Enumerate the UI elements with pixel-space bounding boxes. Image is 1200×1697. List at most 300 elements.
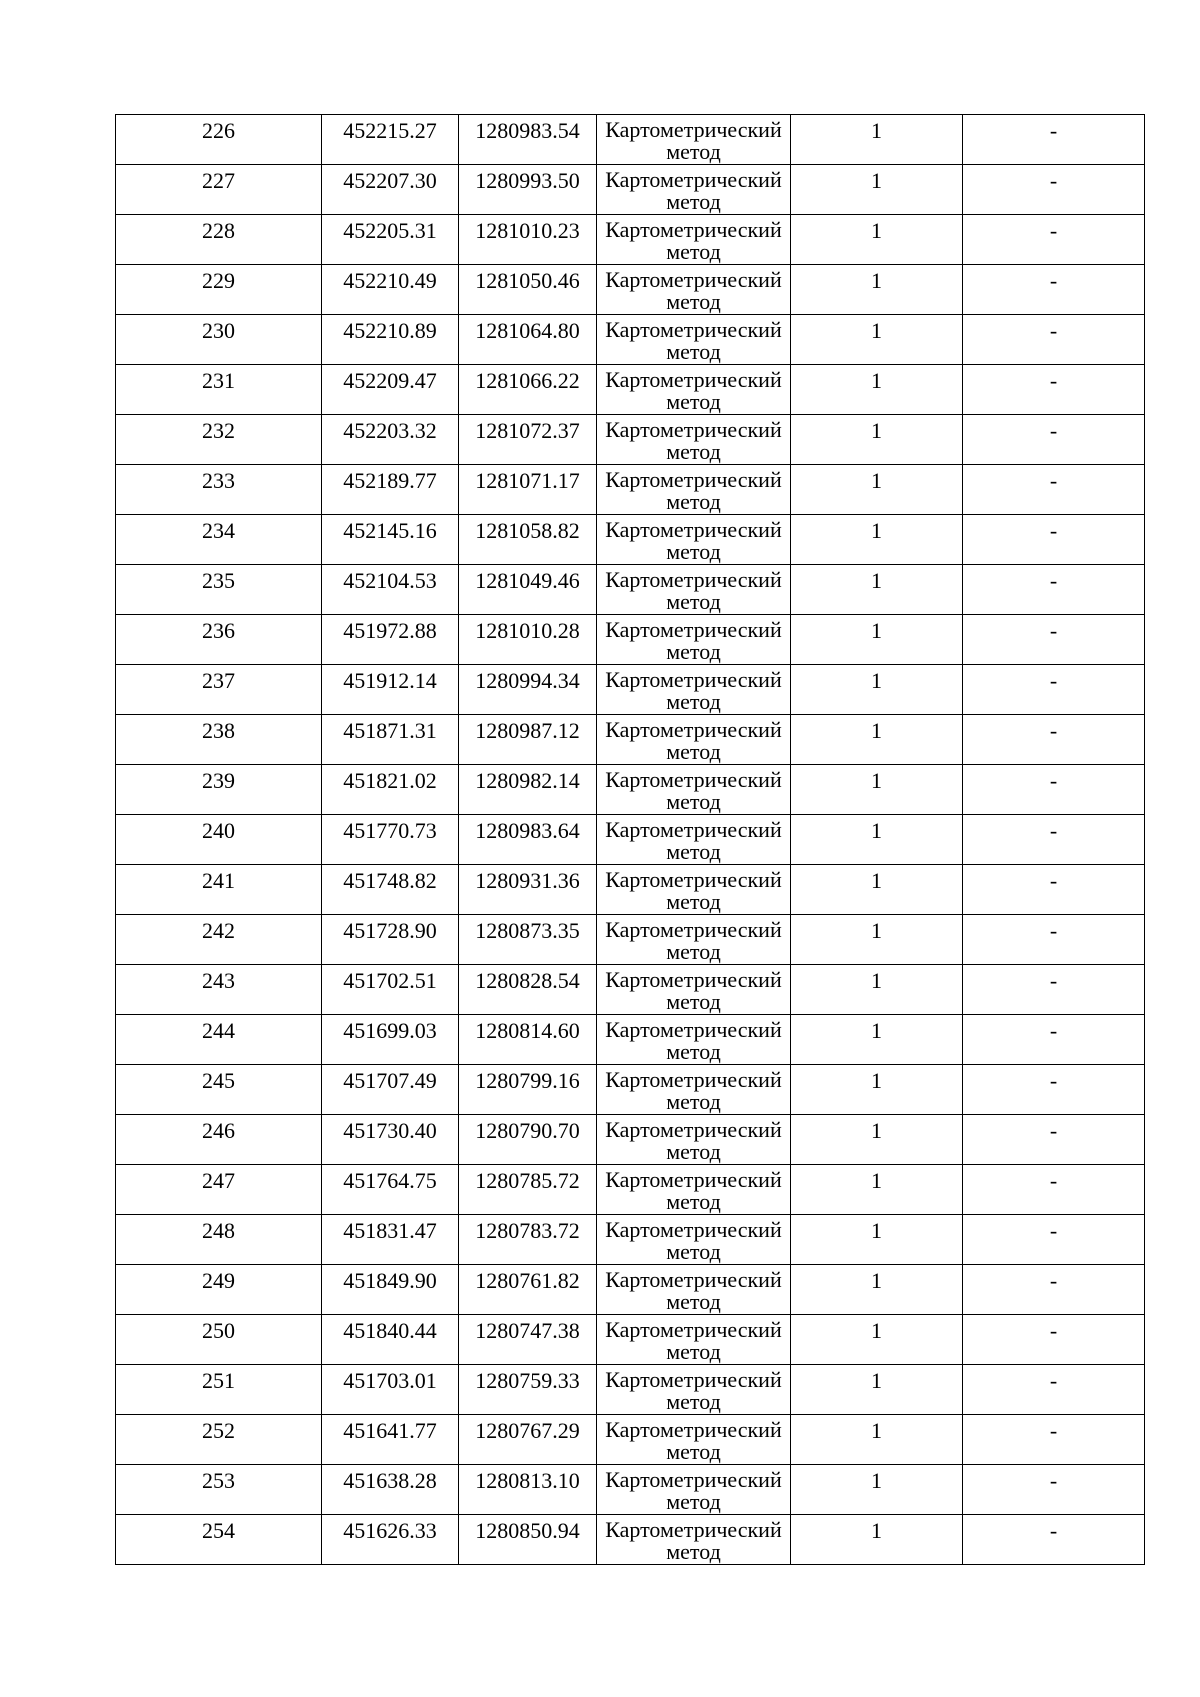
point-number-cell xyxy=(116,665,322,715)
method-cell xyxy=(597,665,791,715)
method-cell xyxy=(597,265,791,315)
point-number-text: 245 xyxy=(202,1068,235,1093)
method-text xyxy=(597,265,790,313)
point-number-text: 239 xyxy=(202,768,235,793)
accuracy-cell xyxy=(791,1515,963,1565)
point-number-cell xyxy=(116,1465,322,1515)
method-text xyxy=(597,115,790,163)
method-line1: Картометрический xyxy=(605,717,782,742)
accuracy-text: 1 xyxy=(871,468,882,493)
point-number-cell xyxy=(116,1115,322,1165)
point-number-text: 236 xyxy=(202,618,235,643)
note-cell xyxy=(963,665,1145,715)
y-coordinate-text: 1280783.72 xyxy=(475,1218,580,1243)
method-line1: Картометрический xyxy=(605,1117,782,1142)
point-number-cell xyxy=(116,365,322,415)
note-text: - xyxy=(1049,1468,1058,1493)
y-coordinate-text: 1281071.17 xyxy=(475,468,580,493)
x-coordinate-text: 452210.49 xyxy=(343,268,437,293)
note-cell xyxy=(963,315,1145,365)
table-row xyxy=(116,415,1145,465)
y-coordinate-cell xyxy=(459,765,597,815)
note-text: - xyxy=(1049,218,1058,243)
method-line1: Картометрический xyxy=(605,867,782,892)
accuracy-cell xyxy=(791,1365,963,1415)
accuracy-cell xyxy=(791,615,963,665)
accuracy-text: 1 xyxy=(871,1318,882,1343)
accuracy-text: 1 xyxy=(871,768,882,793)
table-row xyxy=(116,1365,1145,1415)
point-number-cell xyxy=(116,815,322,865)
x-coordinate-text: 451764.75 xyxy=(343,1168,437,1193)
y-coordinate-cell xyxy=(459,515,597,565)
method-cell xyxy=(597,615,791,665)
accuracy-cell xyxy=(791,365,963,415)
y-coordinate-cell xyxy=(459,1215,597,1265)
point-number-cell xyxy=(116,515,322,565)
method-line1: Картометрический xyxy=(605,467,782,492)
method-line2: метод xyxy=(666,1339,721,1364)
method-cell xyxy=(597,1065,791,1115)
method-line2: метод xyxy=(666,1489,721,1514)
note-text: - xyxy=(1049,1018,1058,1043)
y-coordinate-cell xyxy=(459,115,597,165)
note-cell xyxy=(963,165,1145,215)
method-line2: метод xyxy=(666,839,721,864)
x-coordinate-text: 452207.30 xyxy=(343,168,437,193)
accuracy-cell xyxy=(791,965,963,1015)
accuracy-text: 1 xyxy=(871,1368,882,1393)
x-coordinate-cell xyxy=(322,865,459,915)
table-row xyxy=(116,1065,1145,1115)
table-row xyxy=(116,565,1145,615)
note-text: - xyxy=(1049,268,1058,293)
y-coordinate-cell xyxy=(459,1265,597,1315)
accuracy-text: 1 xyxy=(871,1018,882,1043)
y-coordinate-text: 1280759.33 xyxy=(475,1368,580,1393)
y-coordinate-text: 1280790.70 xyxy=(475,1118,580,1143)
method-text xyxy=(597,465,790,513)
point-number-cell xyxy=(116,1515,322,1565)
x-coordinate-text: 451707.49 xyxy=(343,1068,437,1093)
table-row xyxy=(116,1265,1145,1315)
method-text xyxy=(597,515,790,563)
x-coordinate-cell xyxy=(322,415,459,465)
method-line2: метод xyxy=(666,939,721,964)
y-coordinate-text: 1281010.28 xyxy=(475,618,580,643)
table-row xyxy=(116,165,1145,215)
x-coordinate-cell xyxy=(322,115,459,165)
accuracy-cell xyxy=(791,1465,963,1515)
method-text xyxy=(597,1515,790,1563)
accuracy-cell xyxy=(791,565,963,615)
y-coordinate-cell xyxy=(459,965,597,1015)
y-coordinate-cell xyxy=(459,1015,597,1065)
method-cell xyxy=(597,1215,791,1265)
y-coordinate-cell xyxy=(459,815,597,865)
method-line1: Картометрический xyxy=(605,1417,782,1442)
method-cell xyxy=(597,915,791,965)
method-text xyxy=(597,165,790,213)
method-line2: метод xyxy=(666,1539,721,1564)
x-coordinate-text: 452215.27 xyxy=(343,118,437,143)
accuracy-cell xyxy=(791,1065,963,1115)
y-coordinate-cell xyxy=(459,1165,597,1215)
method-line2: метод xyxy=(666,789,721,814)
table-row xyxy=(116,465,1145,515)
y-coordinate-text: 1280814.60 xyxy=(475,1018,580,1043)
method-cell xyxy=(597,1465,791,1515)
x-coordinate-text: 451703.01 xyxy=(343,1368,437,1393)
point-number-text: 237 xyxy=(202,668,235,693)
y-coordinate-cell xyxy=(459,715,597,765)
method-line1: Картометрический xyxy=(605,817,782,842)
method-line1: Картометрический xyxy=(605,617,782,642)
point-number-text: 238 xyxy=(202,718,235,743)
method-cell xyxy=(597,765,791,815)
x-coordinate-text: 451638.28 xyxy=(343,1468,437,1493)
method-text xyxy=(597,615,790,663)
method-text xyxy=(597,665,790,713)
method-line2: метод xyxy=(666,239,721,264)
method-line2: метод xyxy=(666,1439,721,1464)
point-number-text: 233 xyxy=(202,468,235,493)
note-text: - xyxy=(1049,468,1058,493)
x-coordinate-cell xyxy=(322,815,459,865)
accuracy-cell xyxy=(791,515,963,565)
coordinates-table-body xyxy=(116,115,1145,1565)
point-number-text: 242 xyxy=(202,918,235,943)
x-coordinate-text: 451912.14 xyxy=(343,668,437,693)
accuracy-cell xyxy=(791,115,963,165)
point-number-text: 228 xyxy=(202,218,235,243)
y-coordinate-cell xyxy=(459,1065,597,1115)
accuracy-text: 1 xyxy=(871,518,882,543)
method-text xyxy=(597,1065,790,1113)
note-cell xyxy=(963,915,1145,965)
x-coordinate-cell xyxy=(322,1215,459,1265)
accuracy-text: 1 xyxy=(871,1268,882,1293)
method-text xyxy=(597,1215,790,1263)
accuracy-cell xyxy=(791,665,963,715)
method-line2: метод xyxy=(666,189,721,214)
method-text xyxy=(597,1365,790,1413)
method-line1: Картометрический xyxy=(605,217,782,242)
method-line2: метод xyxy=(666,639,721,664)
x-coordinate-cell xyxy=(322,365,459,415)
note-text: - xyxy=(1049,368,1058,393)
y-coordinate-text: 1281010.23 xyxy=(475,218,580,243)
x-coordinate-cell xyxy=(322,765,459,815)
method-line2: метод xyxy=(666,989,721,1014)
point-number-text: 254 xyxy=(202,1518,235,1543)
note-text: - xyxy=(1049,318,1058,343)
accuracy-cell xyxy=(791,215,963,265)
accuracy-cell xyxy=(791,865,963,915)
point-number-text: 247 xyxy=(202,1168,235,1193)
x-coordinate-text: 451821.02 xyxy=(343,768,437,793)
method-text xyxy=(597,1315,790,1363)
coordinates-table xyxy=(115,114,1145,1565)
y-coordinate-cell xyxy=(459,265,597,315)
point-number-cell xyxy=(116,1165,322,1215)
accuracy-text: 1 xyxy=(871,718,882,743)
method-line1: Картометрический xyxy=(605,967,782,992)
note-cell xyxy=(963,715,1145,765)
note-text: - xyxy=(1049,418,1058,443)
table-row xyxy=(116,1465,1145,1515)
method-text xyxy=(597,1015,790,1063)
method-cell xyxy=(597,1265,791,1315)
x-coordinate-cell xyxy=(322,1165,459,1215)
point-number-text: 232 xyxy=(202,418,235,443)
x-coordinate-text: 451728.90 xyxy=(343,918,437,943)
x-coordinate-cell xyxy=(322,1465,459,1515)
point-number-text: 248 xyxy=(202,1218,235,1243)
note-cell xyxy=(963,965,1145,1015)
y-coordinate-cell xyxy=(459,1315,597,1365)
y-coordinate-text: 1280813.10 xyxy=(475,1468,580,1493)
x-coordinate-cell xyxy=(322,1515,459,1565)
y-coordinate-text: 1280747.38 xyxy=(475,1318,580,1343)
point-number-cell xyxy=(116,1315,322,1365)
point-number-text: 234 xyxy=(202,518,235,543)
table-row xyxy=(116,1315,1145,1365)
method-text xyxy=(597,1115,790,1163)
method-line1: Картометрический xyxy=(605,517,782,542)
method-line1: Картометрический xyxy=(605,1167,782,1192)
x-coordinate-cell xyxy=(322,515,459,565)
method-cell xyxy=(597,565,791,615)
note-cell xyxy=(963,265,1145,315)
method-text xyxy=(597,1165,790,1213)
method-line1: Картометрический xyxy=(605,567,782,592)
method-cell xyxy=(597,1115,791,1165)
accuracy-cell xyxy=(791,165,963,215)
point-number-cell xyxy=(116,315,322,365)
note-cell xyxy=(963,115,1145,165)
point-number-text: 226 xyxy=(202,118,235,143)
y-coordinate-text: 1281050.46 xyxy=(475,268,580,293)
method-line2: метод xyxy=(666,1389,721,1414)
method-text xyxy=(597,815,790,863)
method-line2: метод xyxy=(666,539,721,564)
accuracy-text: 1 xyxy=(871,968,882,993)
table-row xyxy=(116,115,1145,165)
y-coordinate-text: 1281066.22 xyxy=(475,368,580,393)
table-row xyxy=(116,1115,1145,1165)
x-coordinate-cell xyxy=(322,265,459,315)
y-coordinate-text: 1281072.37 xyxy=(475,418,580,443)
x-coordinate-text: 452203.32 xyxy=(343,418,437,443)
y-coordinate-text: 1280850.94 xyxy=(475,1518,580,1543)
y-coordinate-text: 1280761.82 xyxy=(475,1268,580,1293)
table-row xyxy=(116,615,1145,665)
note-cell xyxy=(963,1265,1145,1315)
x-coordinate-text: 452210.89 xyxy=(343,318,437,343)
note-cell xyxy=(963,1115,1145,1165)
accuracy-text: 1 xyxy=(871,168,882,193)
accuracy-text: 1 xyxy=(871,568,882,593)
note-cell xyxy=(963,365,1145,415)
table-row xyxy=(116,665,1145,715)
note-cell xyxy=(963,1165,1145,1215)
note-cell xyxy=(963,515,1145,565)
y-coordinate-cell xyxy=(459,915,597,965)
method-line2: метод xyxy=(666,1139,721,1164)
x-coordinate-text: 452189.77 xyxy=(343,468,437,493)
accuracy-cell xyxy=(791,415,963,465)
y-coordinate-cell xyxy=(459,1465,597,1515)
accuracy-cell xyxy=(791,915,963,965)
note-cell xyxy=(963,565,1145,615)
table-row xyxy=(116,215,1145,265)
point-number-cell xyxy=(116,915,322,965)
method-text xyxy=(597,765,790,813)
method-cell xyxy=(597,1315,791,1365)
method-text xyxy=(597,915,790,963)
method-line1: Картометрический xyxy=(605,167,782,192)
note-text: - xyxy=(1049,118,1058,143)
method-line1: Картометрический xyxy=(605,1517,782,1542)
x-coordinate-text: 451699.03 xyxy=(343,1018,437,1043)
y-coordinate-cell xyxy=(459,315,597,365)
method-line2: метод xyxy=(666,1289,721,1314)
method-cell xyxy=(597,1015,791,1065)
note-text: - xyxy=(1049,1068,1058,1093)
method-cell xyxy=(597,215,791,265)
note-cell xyxy=(963,1465,1145,1515)
accuracy-text: 1 xyxy=(871,1118,882,1143)
x-coordinate-text: 452209.47 xyxy=(343,368,437,393)
method-cell xyxy=(597,1415,791,1465)
method-line2: метод xyxy=(666,1089,721,1114)
accuracy-cell xyxy=(791,265,963,315)
point-number-text: 240 xyxy=(202,818,235,843)
method-cell xyxy=(597,1515,791,1565)
method-line2: метод xyxy=(666,439,721,464)
note-cell xyxy=(963,1365,1145,1415)
point-number-text: 229 xyxy=(202,268,235,293)
accuracy-cell xyxy=(791,1165,963,1215)
accuracy-text: 1 xyxy=(871,618,882,643)
accuracy-cell xyxy=(791,1115,963,1165)
table-row xyxy=(116,515,1145,565)
point-number-text: 249 xyxy=(202,1268,235,1293)
method-line1: Картометрический xyxy=(605,767,782,792)
point-number-cell xyxy=(116,415,322,465)
method-line1: Картометрический xyxy=(605,417,782,442)
accuracy-text: 1 xyxy=(871,218,882,243)
method-line2: метод xyxy=(666,589,721,614)
accuracy-text: 1 xyxy=(871,1068,882,1093)
table-row xyxy=(116,1165,1145,1215)
y-coordinate-text: 1280983.54 xyxy=(475,118,580,143)
method-text xyxy=(597,1265,790,1313)
note-text: - xyxy=(1049,1168,1058,1193)
x-coordinate-text: 451849.90 xyxy=(343,1268,437,1293)
note-text: - xyxy=(1049,668,1058,693)
method-text xyxy=(597,315,790,363)
note-cell xyxy=(963,615,1145,665)
y-coordinate-cell xyxy=(459,1115,597,1165)
accuracy-cell xyxy=(791,765,963,815)
point-number-text: 230 xyxy=(202,318,235,343)
y-coordinate-text: 1280993.50 xyxy=(475,168,580,193)
x-coordinate-text: 451748.82 xyxy=(343,868,437,893)
method-line1: Картометрический xyxy=(605,1467,782,1492)
point-number-text: 231 xyxy=(202,368,235,393)
y-coordinate-cell xyxy=(459,865,597,915)
accuracy-cell xyxy=(791,465,963,515)
method-cell xyxy=(597,865,791,915)
x-coordinate-cell xyxy=(322,615,459,665)
method-cell xyxy=(597,1165,791,1215)
method-cell xyxy=(597,1365,791,1415)
accuracy-text: 1 xyxy=(871,668,882,693)
y-coordinate-cell xyxy=(459,415,597,465)
x-coordinate-text: 451871.31 xyxy=(343,718,437,743)
x-coordinate-cell xyxy=(322,665,459,715)
method-line1: Картометрический xyxy=(605,267,782,292)
y-coordinate-cell xyxy=(459,615,597,665)
point-number-text: 253 xyxy=(202,1468,235,1493)
method-line2: метод xyxy=(666,1189,721,1214)
method-line1: Картометрический xyxy=(605,1067,782,1092)
method-cell xyxy=(597,115,791,165)
note-text: - xyxy=(1049,1418,1058,1443)
y-coordinate-text: 1281058.82 xyxy=(475,518,580,543)
method-cell xyxy=(597,515,791,565)
x-coordinate-cell xyxy=(322,715,459,765)
accuracy-text: 1 xyxy=(871,1168,882,1193)
y-coordinate-text: 1281049.46 xyxy=(475,568,580,593)
point-number-cell xyxy=(116,165,322,215)
point-number-text: 246 xyxy=(202,1118,235,1143)
point-number-text: 243 xyxy=(202,968,235,993)
point-number-cell xyxy=(116,265,322,315)
note-text: - xyxy=(1049,518,1058,543)
note-cell xyxy=(963,465,1145,515)
note-text: - xyxy=(1049,968,1058,993)
table-row xyxy=(116,1515,1145,1565)
x-coordinate-cell xyxy=(322,1415,459,1465)
method-line1: Картометрический xyxy=(605,917,782,942)
point-number-cell xyxy=(116,1215,322,1265)
accuracy-cell xyxy=(791,715,963,765)
y-coordinate-text: 1280982.14 xyxy=(475,768,580,793)
point-number-text: 251 xyxy=(202,1368,235,1393)
method-line2: метод xyxy=(666,389,721,414)
point-number-text: 227 xyxy=(202,168,235,193)
method-text xyxy=(597,1415,790,1463)
method-line1: Картометрический xyxy=(605,1017,782,1042)
accuracy-cell xyxy=(791,815,963,865)
point-number-text: 241 xyxy=(202,868,235,893)
y-coordinate-cell xyxy=(459,665,597,715)
method-line2: метод xyxy=(666,689,721,714)
y-coordinate-cell xyxy=(459,1415,597,1465)
y-coordinate-text: 1280987.12 xyxy=(475,718,580,743)
method-line1: Картометрический xyxy=(605,317,782,342)
x-coordinate-text: 451972.88 xyxy=(343,618,437,643)
point-number-text: 252 xyxy=(202,1418,235,1443)
y-coordinate-text: 1280785.72 xyxy=(475,1168,580,1193)
method-line1: Картометрический xyxy=(605,1317,782,1342)
accuracy-cell xyxy=(791,1265,963,1315)
x-coordinate-cell xyxy=(322,1315,459,1365)
table-row xyxy=(116,865,1145,915)
